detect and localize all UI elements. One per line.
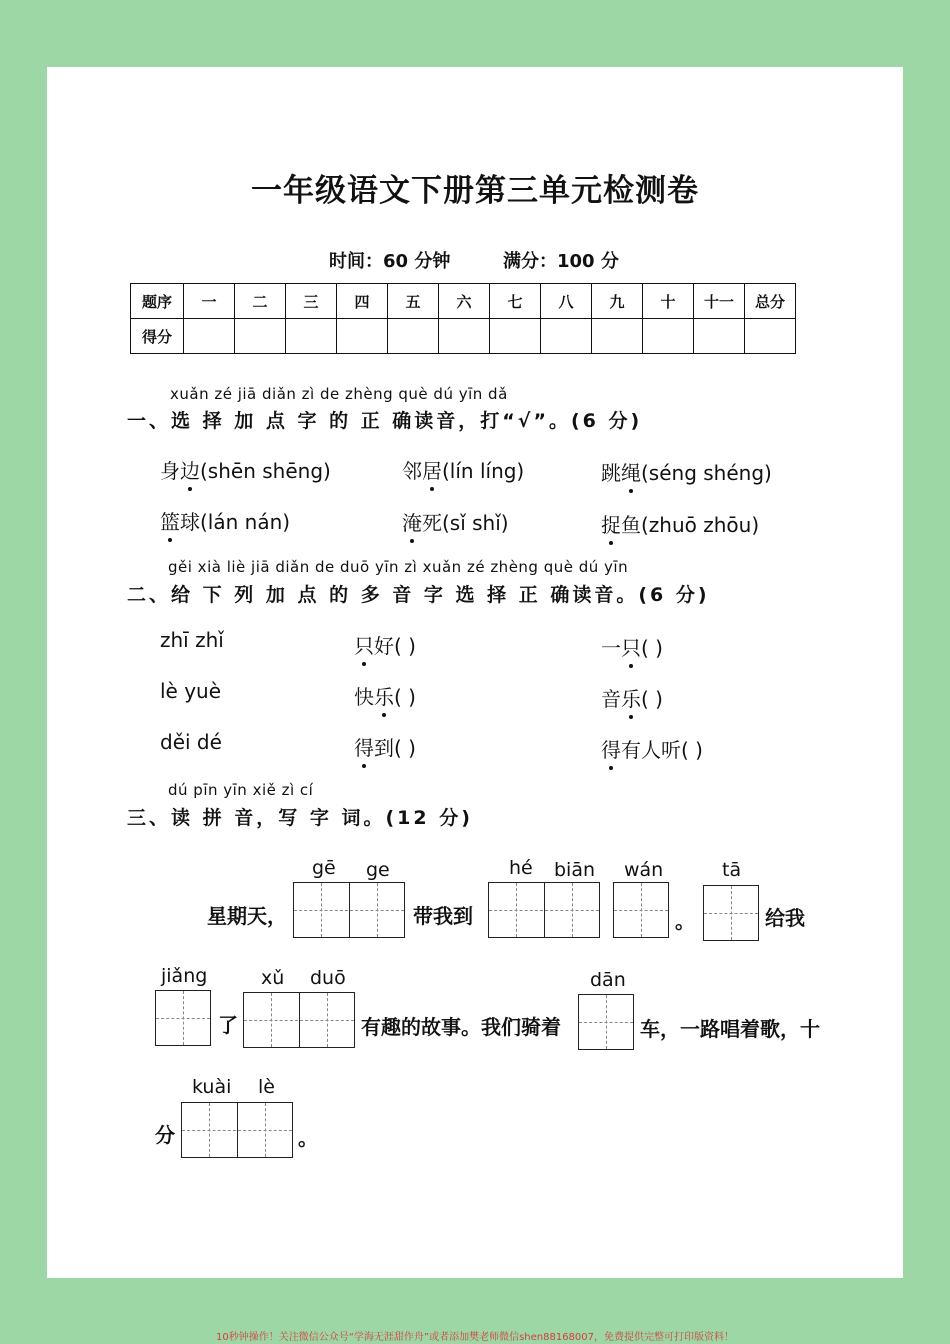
full-score-info: 满分：100 分 (503, 251, 619, 272)
sec1-heading: 一、选 择 加 点 字 的 正 确读音，打“√”。(6 分) (127, 410, 643, 432)
score-input-cell[interactable] (592, 319, 643, 354)
box-pinyin: dān (590, 969, 626, 991)
writing-grid-1[interactable] (155, 990, 211, 1046)
score-table-header-row (131, 284, 796, 319)
sec2-pinyin-options: děi dé (160, 730, 222, 754)
footer-ad-text: 10秒钟操作！关注微信公众号“学海无涯甜作舟”或者添加樊老师微信shen88168007，免费提供完整可打印版资料！ (215, 1332, 735, 1343)
sentence-text: 星期天， (207, 904, 287, 928)
score-input-cell[interactable] (184, 319, 235, 354)
sec2-item: 只好( ) (354, 630, 416, 659)
writing-grid-1[interactable] (578, 994, 634, 1050)
writing-grid-2[interactable] (243, 992, 355, 1048)
score-cell: 四 (337, 284, 388, 319)
sentence-text: 给我 (765, 906, 805, 930)
score-cell: 十一 (694, 284, 745, 319)
sec2-heading: 二、给 下 列 加 点 的 多 音 字 选 择 正 确读音。(6 分) (127, 584, 710, 606)
score-cell: 总分 (745, 284, 796, 319)
score-cell: 题序 (131, 284, 184, 319)
box-pinyin: gē (312, 857, 336, 879)
score-cell: 九 (592, 284, 643, 319)
score-cell: 二 (235, 284, 286, 319)
sec2-pinyin-options: zhī zhǐ (160, 628, 224, 652)
score-input-cell[interactable] (439, 319, 490, 354)
writing-grid-2[interactable] (488, 882, 600, 938)
score-cell: 六 (439, 284, 490, 319)
box-pinyin: jiǎng (161, 965, 208, 987)
score-input-cell[interactable] (388, 319, 439, 354)
box-pinyin: hé (509, 857, 533, 879)
sec2-item: 一只( ) (601, 632, 663, 661)
score-table (130, 283, 796, 354)
sentence-text: 分 (155, 1123, 175, 1147)
score-cell: 五 (388, 284, 439, 319)
box-pinyin: xǔ (261, 967, 285, 989)
sec2-pinyin: gěi xià liè jiā diǎn de duō yīn zì xuǎn zé zhèng què dú yīn (168, 558, 629, 576)
score-cell: 一 (184, 284, 235, 319)
sec1-item: 捉鱼(zhuō zhōu) (601, 509, 759, 538)
worksheet-paper (47, 67, 903, 1278)
sec2-item: 得有人听( ) (601, 734, 703, 763)
score-input-cell[interactable] (745, 319, 796, 354)
score-input-cell[interactable] (286, 319, 337, 354)
time-info: 时间：60 分钟 (329, 251, 451, 272)
sec3-heading: 三、读 拼 音，写 字 词。(12 分) (127, 807, 473, 829)
box-pinyin: tā (722, 859, 742, 881)
score-input-cell[interactable] (541, 319, 592, 354)
score-input-cell[interactable] (235, 319, 286, 354)
sec2-item: 音乐( ) (601, 683, 663, 712)
box-pinyin: kuài (192, 1076, 232, 1098)
score-input-cell[interactable] (694, 319, 745, 354)
score-input-cell[interactable] (643, 319, 694, 354)
score-cell: 八 (541, 284, 592, 319)
score-cell: 七 (490, 284, 541, 319)
box-pinyin: lè (258, 1076, 275, 1098)
score-table-score-row (131, 319, 796, 354)
box-pinyin: duō (310, 967, 346, 989)
sentence-text: 。 (675, 909, 695, 933)
writing-grid-2[interactable] (293, 882, 405, 938)
score-cell: 十 (643, 284, 694, 319)
sentence-text: 有趣的故事。我们骑着 (361, 1015, 561, 1039)
sentence-text: 了 (218, 1013, 238, 1037)
sec1-item: 篮球(lán nán) (160, 506, 290, 535)
sec2-pinyin-options: lè yuè (160, 679, 222, 703)
sentence-text: 车，一路唱着歌，十 (640, 1017, 820, 1041)
writing-grid-1[interactable] (613, 882, 669, 938)
score-input-cell[interactable] (490, 319, 541, 354)
box-pinyin: wán (624, 859, 664, 881)
sec2-item: 得到( ) (354, 732, 416, 761)
writing-grid-1[interactable] (703, 885, 759, 941)
score-row-label: 得分 (131, 319, 184, 354)
sec1-item: 邻居(lín líng) (402, 455, 524, 484)
sec1-item: 跳绳(séng shéng) (601, 457, 772, 486)
page-title: 一年级语文下册第三单元检测卷 (251, 173, 699, 209)
sentence-text: 带我到 (413, 904, 473, 928)
score-cell: 三 (286, 284, 337, 319)
sec1-pinyin: xuǎn zé jiā diǎn zì de zhèng què dú yīn dǎ (170, 385, 508, 403)
score-input-cell[interactable] (337, 319, 388, 354)
sec2-item: 快乐( ) (354, 681, 416, 710)
writing-grid-2[interactable] (181, 1102, 293, 1158)
sentence-text: 。 (298, 1126, 318, 1150)
sec1-item: 淹死(sǐ shǐ) (402, 507, 509, 536)
box-pinyin: ge (366, 859, 390, 881)
sec3-pinyin: dú pīn yīn xiě zì cí (168, 781, 314, 799)
box-pinyin: biān (554, 859, 596, 881)
sec1-item: 身边(shēn shēng) (160, 455, 331, 484)
